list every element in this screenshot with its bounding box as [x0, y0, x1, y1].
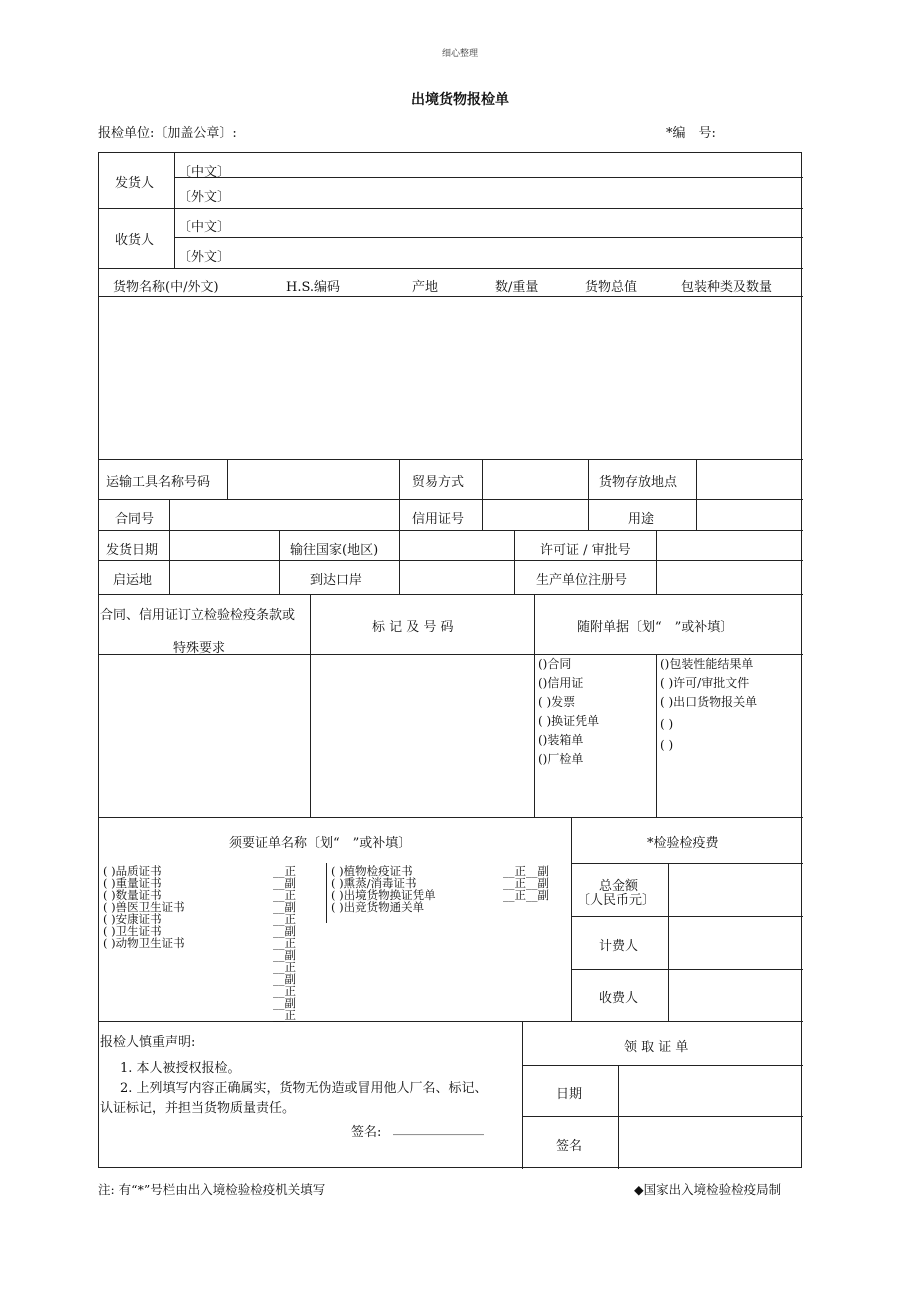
total-amount-label: 总金额 [599, 879, 639, 894]
fee-collector-label: 收费人 [599, 991, 639, 1006]
cert-quantity[interactable]: ( )数量证书 [103, 888, 162, 902]
origin-port-label: 启运地 [113, 573, 153, 588]
declaration-item-1: 1. 本人被授权报检。 [120, 1061, 241, 1076]
cert-quality[interactable]: ( )品质证书 [103, 864, 162, 878]
shipper-label: 发货人 [115, 176, 155, 191]
page-header: 细心整理 [441, 49, 478, 59]
attached-contract[interactable]: ()合同 [538, 657, 572, 671]
attached-invoice[interactable]: ( )发票 [538, 695, 576, 709]
attached-docs-label: 随附单据〔划“ ”或补填〕 [577, 620, 734, 635]
marks-label: 标 记 及 号 码 [372, 620, 454, 635]
attached-blank-1[interactable]: ( ) [660, 717, 674, 731]
attached-packing-list[interactable]: ()装箱单 [538, 733, 584, 747]
footer-note: 注: 有“*”号栏由出入境检验检疫机关填写 [98, 1182, 326, 1197]
ship-date-label: 发货日期 [106, 543, 159, 558]
shipper-chinese-field[interactable]: 〔中文〕 [178, 165, 231, 180]
license-label: 许可证 / 审批号 [540, 543, 631, 558]
goods-value-header: 货物总值 [585, 280, 638, 295]
storage-label: 货物存放地点 [599, 475, 678, 490]
cert-clearance[interactable]: ( )出竞货物通关单 [331, 900, 425, 914]
consignee-chinese-field[interactable]: 〔中文〕 [178, 220, 231, 235]
dest-country-label: 输往国家(地区) [290, 543, 379, 558]
footer-issuer: ◆国家出入境检验检疫局制 [634, 1182, 782, 1197]
producer-reg-label: 生产单位注册号 [536, 573, 628, 588]
attached-exchange-voucher[interactable]: ( )换证凭单 [538, 714, 600, 728]
number-label: *编 号: [666, 126, 716, 141]
copy-count[interactable]: __副 [273, 996, 296, 1010]
quantity-header: 数/重量 [495, 280, 539, 295]
copy-count[interactable]: __正 [273, 936, 296, 950]
copy-count[interactable]: __副 [273, 876, 296, 890]
copy-count[interactable]: __正 [273, 960, 296, 974]
copy-count[interactable]: __副 [273, 924, 296, 938]
arrival-port-label: 到达口岸 [310, 573, 363, 588]
attached-packing-performance[interactable]: ()包装性能结果单 [660, 657, 754, 671]
cert-animal-health[interactable]: ( )动物卫生证书 [103, 936, 185, 950]
receipt-signature-label: 签名 [556, 1139, 583, 1154]
receipt-date-label: 日期 [556, 1087, 583, 1102]
attached-license-approval[interactable]: ( )许可/审批文件 [660, 676, 750, 690]
fee-header: *检验检疫费 [647, 836, 719, 851]
copy-count[interactable]: __正 [273, 1008, 296, 1022]
cert-exchange-voucher[interactable]: ( )出境货物换证凭单 [331, 888, 436, 902]
attached-factory-inspection[interactable]: ()厂检单 [538, 752, 584, 766]
declaration-title: 报检人慎重声明: [100, 1035, 196, 1050]
origin-header: 产地 [412, 280, 439, 295]
consignee-foreign-field[interactable]: 〔外文〕 [178, 250, 231, 265]
declaration-form [98, 152, 802, 1168]
receipt-header: 领 取 证 单 [624, 1040, 689, 1055]
packing-header: 包装种类及数量 [681, 280, 773, 295]
consignee-label: 收货人 [115, 233, 155, 248]
contract-no-label: 合同号 [115, 512, 155, 527]
goods-detail-area[interactable] [100, 298, 800, 458]
attached-customs-declaration[interactable]: ( )出口货物报关单 [660, 695, 758, 709]
copy-count[interactable]: __正 [273, 888, 296, 902]
applicant-label: 报检单位:〔加盖公章〕: [98, 126, 237, 141]
certificates-header: 须要证单名称〔划“ ”或补填〕 [229, 836, 412, 851]
copy-count[interactable]: __正 [273, 984, 296, 998]
declaration-item-2-cont: 认证标记，并担当货物质量责任。 [100, 1101, 296, 1116]
cert-phytosanitary[interactable]: ( )植物检疫证书 [331, 864, 413, 878]
trade-mode-label: 贸易方式 [412, 475, 465, 490]
goods-name-header: 货物名称(中/外文) [113, 280, 219, 295]
vehicle-label: 运输工具名称号码 [106, 475, 211, 490]
cert-fumigation[interactable]: ( )熏蒸/消毒证书 [331, 876, 417, 890]
copy-count[interactable]: __正__副 [503, 888, 549, 902]
total-amount-unit: 〔人民币元〕 [577, 893, 656, 908]
copy-count[interactable]: __副 [273, 972, 296, 986]
copy-count[interactable]: __正__副 [503, 864, 549, 878]
cert-weight[interactable]: ( )重量证书 [103, 876, 162, 890]
terms-label-line2: 特殊要求 [173, 641, 226, 656]
cert-sanitary[interactable]: ( )卫生证书 [103, 924, 162, 938]
copy-count[interactable]: __副 [273, 948, 296, 962]
terms-label-line1: 合同、信用证订立检验检疫条款或 [100, 608, 296, 623]
attached-lc[interactable]: ()信用证 [538, 676, 584, 690]
copy-count[interactable]: __正 [273, 912, 296, 926]
form-title: 出境货物报检单 [411, 92, 509, 108]
cert-health[interactable]: ( )安康证书 [103, 912, 162, 926]
shipper-foreign-field[interactable]: 〔外文〕 [178, 190, 231, 205]
hs-code-header: H.S.编码 [286, 280, 341, 295]
usage-label: 用途 [628, 512, 655, 527]
cert-veterinary[interactable]: ( )兽医卫生证书 [103, 900, 185, 914]
fee-calculator-label: 计费人 [599, 939, 639, 954]
copy-count[interactable]: __正 [273, 864, 296, 878]
copy-count[interactable]: __副 [273, 900, 296, 914]
attached-blank-2[interactable]: ( ) [660, 738, 674, 752]
declaration-signature-line[interactable]: ______________ [393, 1121, 484, 1136]
declaration-item-2: 2. 上列填写内容正确属实，货物无伪造或冒用他人厂名、标记、 [120, 1081, 488, 1096]
copy-count[interactable]: __正__副 [503, 876, 549, 890]
lc-no-label: 信用证号 [412, 512, 465, 527]
declaration-signature-label: 签名: [351, 1125, 382, 1140]
